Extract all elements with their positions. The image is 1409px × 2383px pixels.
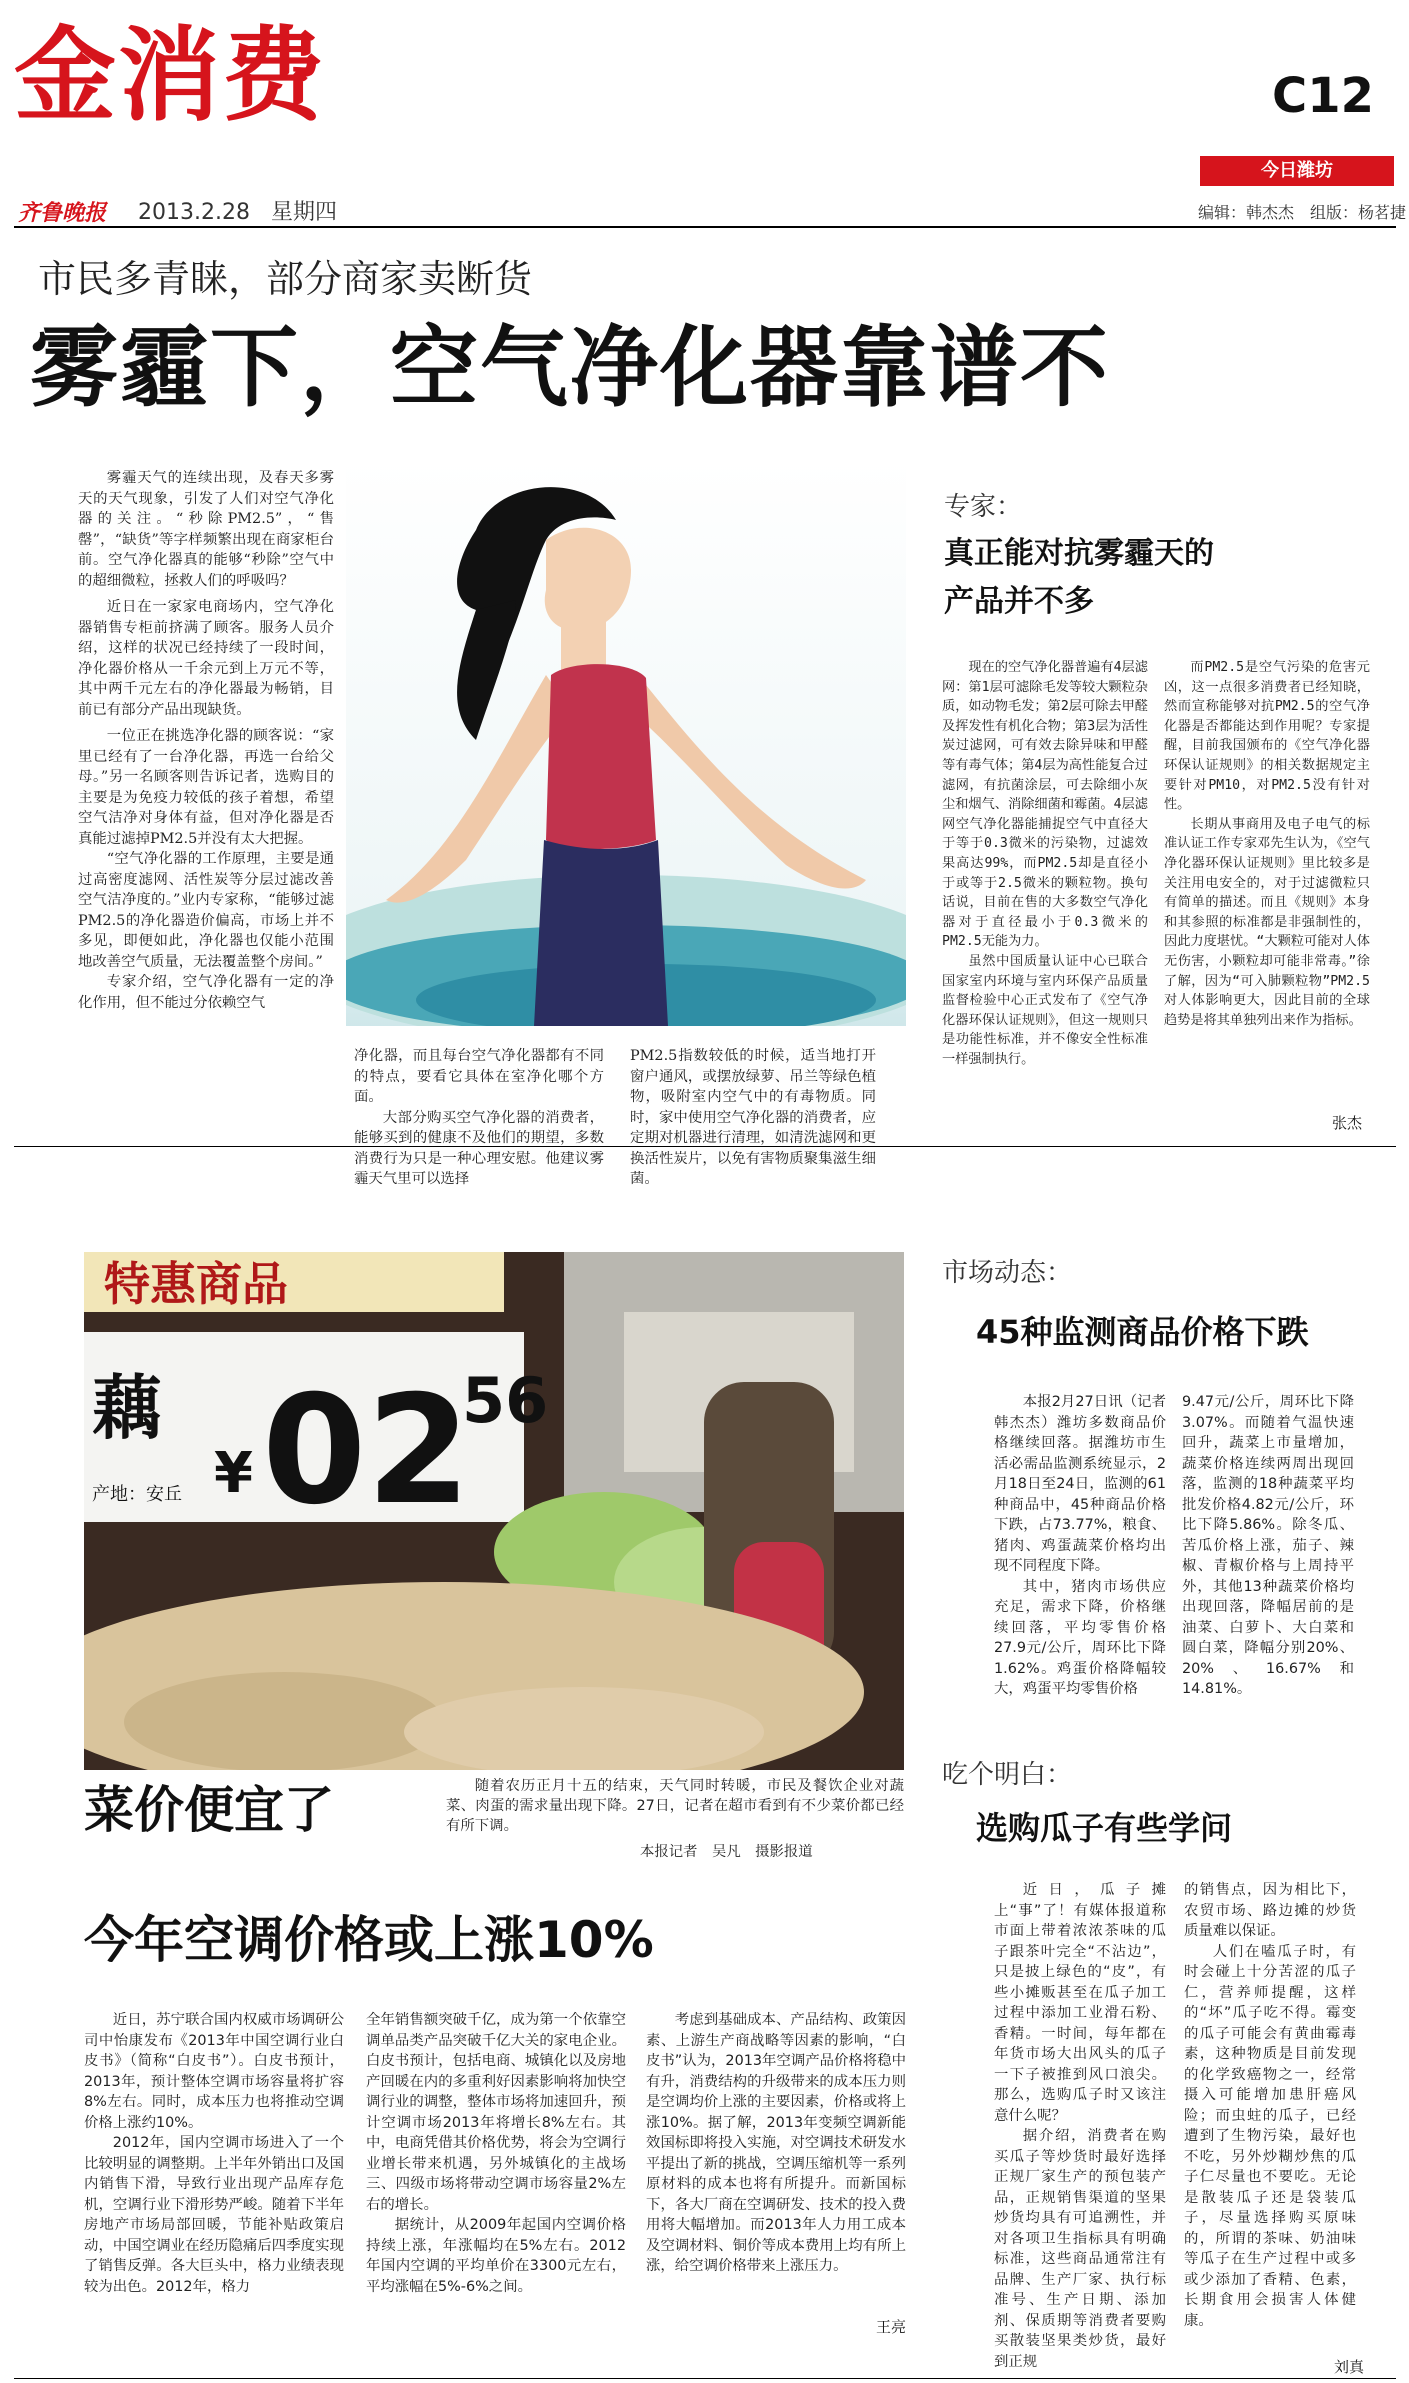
market-paragraph: 其中，猪肉市场供应充足，需求下降，价格继续回落，平均零售价格27.9元/公斤，周环比下降1.62%。鸡蛋价格降幅较大，鸡蛋平均零售价格 [994,1578,1166,1697]
seeds-paragraph: 的销售点，因为相比下，农贸市场、路边摊的炒货质量难以保证。 [1184,1882,1356,1939]
region-badge: 今日潍坊 [1200,156,1394,186]
expert-headline-line: 产品并不多 [944,584,1094,619]
section-title: 金消费 [14,17,326,136]
market-label: 市场动态： [942,1258,1073,1288]
lead-paragraph: 近日在一家家电商场内，空气净化器销售专柜前挤满了顾客。服务人员介绍，这样的状况已经持续了一段时间，净化器价格从一千余元到上万元不等，其中两千元左右的净化器最为畅销，目前已有部分产品出现缺货。 [78,599,334,718]
seeds-label: 吃个明白： [942,1760,1073,1790]
lead-paragraph: 大部分购买空气净化器的消费者，能够买到的健康不及他们的期望，多数消费行为只是一种心理安慰。他建议雾霾天气里可以选择 [354,1109,604,1187]
expert-column-2 [1164,658,1370,1030]
market-column-1 [994,1392,1166,1700]
expert-headline-line: 真正能对抗雾霾天的 [944,536,1214,571]
page-number: C12 [1272,68,1375,124]
aircon-headline: 今年空调价格或上涨10% [84,1911,654,1969]
photo-sign-text: 特惠商品 [104,1257,288,1311]
aircon-paragraph: 近日，苏宁联合国内权威市场调研公司中怡康发布《2013年中国空调行业白皮书》（简称“白皮书”）。白皮书预计，2013年，预计整体空调市场容量将扩容8%左右。同时，成本压力也将推动空调价格上涨约10%。 [84,2012,344,2131]
photo-credit: 本报记者 吴凡 摄影报道 [640,1844,813,1860]
aircon-column-2 [366,2010,626,2297]
market-headline: 45种监测商品价格下跌 [976,1313,1309,1351]
editors-credit: 编辑：韩杰杰 组版：杨茗捷 [1198,203,1407,222]
aircon-column-3 [646,2010,906,2277]
lead-paragraph: PM2.5指数较低的时候，适当地打开窗户通风，或摆放绿萝、吊兰等绿色植物，吸附室内空气中的有毒物质。同时，家中使用空气净化器的消费者，应定期对机器进行清理，如清洗滤网和更换活性炭片，以免有害物质聚集滋生细菌。 [630,1048,876,1187]
paper-logo: 齐鲁晚报 [18,200,107,226]
bottom-rule [14,2378,1396,2379]
photo-price-tag-name: 藕 [92,1367,162,1449]
seeds-byline: 刘真 [1334,2358,1365,2376]
seeds-paragraph: 据介绍，消费者在购买瓜子等炒货时最好选择正规厂家生产的预包装产品，正规销售渠道的坚果炒货均具有可追溯性，并对各项卫生指标具有明确标准，这些商品通常注有品牌、生产厂家、执行标准号、生产日期、添加剂、保质期等消费者要购买散装坚果类炒货，最好到正规 [994,2128,1166,2370]
market-column-2 [1182,1392,1354,1700]
photo-headline: 菜价便宜了 [84,1781,334,1839]
lead-paragraph: 专家介绍，空气净化器有一定的净化作用，但不能过分依赖空气 [78,974,334,1011]
issue-date [138,195,337,226]
seeds-paragraph: 近日，瓜子摊上“事”了！有媒体报道称市面上带着浓浓茶味的瓜子跟茶叶完全“不沾边”，只是披上绿色的“皮”，有些小摊贩甚至在瓜子加工过程中添加工业滑石粉、香精。一时间，每年都在年货市场大出风头的瓜子一下子被推到风口浪尖。那么，选购瓜子时又该注意什么呢？ [994,1882,1166,2124]
seeds-column-1 [994,1880,1166,2372]
photo-price-tag-origin: 产地：安丘 [92,1484,182,1505]
date-text: 2013.2.28 [138,200,250,225]
expert-paragraph: 而PM2.5是空气污染的危害元凶，这一点很多消费者已经知晓，然而宣称能够对抗PM2.5的空气净化器是否都能达到作用呢？专家提醒，目前我国颁布的《空气净化器环保认证规则》的相关数据规定主要针对PM10，对PM2.5没有针对性。 [1164,660,1370,813]
aircon-paragraph: 据统计，从2009年起国内空调价格持续上涨，年涨幅均在5%左右。2012年国内空调的平均单价在3300元左右，平均涨幅在5%-6%之间。 [366,2217,626,2295]
lead-headline: 雾霾下，空气净化器靠谱不 [30,316,1111,419]
lead-kicker: 市民多青睐，部分商家卖断货 [38,257,533,301]
expert-headline [944,530,1214,626]
expert-label: 专家： [944,492,1023,522]
seeds-headline: 选购瓜子有些学问 [976,1809,1233,1847]
weekday-text: 星期四 [270,200,337,225]
photo-price-cents: 56 [462,1364,549,1437]
market-photo [84,1252,904,1770]
aircon-column-1 [84,2010,344,2297]
lead-column-1 [78,468,334,1013]
masthead-rule [14,226,1396,228]
photo-caption: 随着农历正月十五的结束，天气同时转暖，市民及餐饮企业对蔬菜、肉蛋的需求量出现下降。27日，记者在超市看到有不少菜价都已经有所下调。 [446,1778,904,1834]
aircon-byline: 王亮 [876,2318,907,2336]
expert-byline: 张杰 [1332,1114,1363,1132]
lead-paragraph: 一位正在挑选净化器的顾客说：“家里已经有了一台净化器，再选一台给父母。”另一名顾客则告诉记者，选购目的主要是为免疫力较低的孩子着想，希望空气洁净对身体有益，但对净化器是否真能过滤掉PM2.5并没有太大把握。 [78,728,334,847]
aircon-paragraph: 考虑到基础成本、产品结构、政策因素、上游生产商战略等因素的影响，“白皮书”认为，2013年空调产品价格将稳中有升，消费结构的升级带来的成本压力则是空调均价上涨的主要因素，价格或将上涨10%。据了解，2013年变频空调新能效国标即将投入实施，对空调技术研发水平提出了新的挑战，空调压缩机等一系列原材料的成本也将有所提升。而新国标下，各大厂商在空调研发、技术的投入费用将大幅增加。而2013年人力用工成本及空调材料、铜价等成本费用上均有所上涨，给空调价格带来上涨压力。 [646,2012,906,2274]
photo-price-main: 02 [262,1364,471,1538]
photo-price-currency: ¥ [214,1441,253,1506]
lead-paragraph: 净化器，而且每台空气净化器都有不同的特点，要看它具体在室净化哪个方面。 [354,1048,604,1105]
section-rule [14,1146,1396,1147]
seeds-column-2 [1184,1880,1356,2331]
lead-illustration [346,460,906,1026]
expert-paragraph: 虽然中国质量认证中心已联合国家室内环境与室内环保产品质量监督检验中心正式发布了《空气净化器环保认证规则》，但这一规则只是功能性标准，并不像安全性标准一样强制执行。 [942,953,1148,1067]
expert-column-1 [942,658,1148,1069]
seeds-paragraph: 人们在嗑瓜子时，有时会碰上十分苦涩的瓜子仁，营养师提醒，这样的“坏”瓜子吃不得。霉变的瓜子可能会有黄曲霉毒素，这种物质是目前发现的化学致癌物之一，经常摄入可能增加患肝癌风险；而虫蛀的瓜子，已经遭到了生物污染，最好也不吃，另外炒糊炒焦的瓜子仁尽量也不要吃。无论是散装瓜子还是袋装瓜子，尽量选择购买原味的，所谓的茶味、奶油味等瓜子在生产过程中或多或少添加了香精、色素，长期食用会损害人体健康。 [1184,1943,1356,2329]
lead-paragraph: 雾霾天气的连续出现，及春天多雾天的天气现象，引发了人们对空气净化器的关注。“秒除PM2.5”，“售罄”，“缺货”等字样频繁出现在商家柜台前。空气净化器真的能够“秒除”空气中的超细微粒，拯救人们的呼吸吗？ [78,470,334,589]
aircon-paragraph: 2012年，国内空调市场进入了一个比较明显的调整期。上半年外销出口及国内销售下滑，导致行业出现产品库存危机，空调行业下滑形势严峻。随着下半年房地产市场局部回暖，节能补贴政策启动，中国空调业在经历隐痛后四季度实现了销售反弹。各大巨头中，格力业绩表现较为出色。2012年，格力 [84,2135,344,2295]
expert-paragraph: 现在的空气净化器普遍有4层滤网：第1层可滤除毛发等较大颗粒杂质，如动物毛发；第2层可除去甲醛及挥发性有机化合物；第3层为活性炭过滤网，可有效去除异味和甲醛等有毒气体；第4层为高性能复合过滤网，有抗菌涂层，可去除细小灰尘和烟气、消除细菌和霉菌。4层滤网空气净化器能捕捉空气中直径大于等于0.3微米的污染物，过滤效果高达99%，而PM2.5却是直径小于或等于2.5微米的颗粒物。换句话说，目前在售的大多数空气净化器对于直径最小于0.3微米的PM2.5无能为力。 [942,660,1148,950]
expert-paragraph: 长期从事商用及电子电气的标准认证工作专家邓先生认为，《空气净化器环保认证规则》里比较多是关注用电安全的，对于过滤微粒只有简单的描述。而且《规则》本身和其参照的标准都是非强制性的，因此力度堪忧。“大颗粒可能对人体无伤害，小颗粒却可能非常毒。”徐了解，因为“可入肺颗粒物”PM2.5对人体影响更大，因此目前的全球趋势是将其单独列出来作为指标。 [1164,816,1370,1028]
market-paragraph: 9.47元/公斤，周环比下降3.07%。而随着气温快速回升，蔬菜上市量增加，蔬菜价格连续两周出现回落，监测的18种蔬菜平均批发价格4.82元/公斤，环比下降5.86%。除冬瓜、苦瓜价格上涨，茄子、辣椒、青椒价格与上周持平外，其他13种蔬菜价格均出现回落，降幅居前的是油菜、白萝卜、大白菜和圆白菜，降幅分别20%、20%、16.67%和14.81%。 [1182,1394,1354,1697]
market-paragraph: 本报2月27日讯（记者韩杰杰）潍坊多数商品价格继续回落。据潍坊市生活必需品监测系统显示，2月18日至24日，监测的61种商品中，45种商品价格下跌，占73.77%，粮食、猪肉、鸡蛋蔬菜价格均出现不同程度下降。 [994,1394,1166,1574]
lead-column-2 [354,1046,604,1190]
lead-column-3 [630,1046,876,1190]
lead-paragraph: “空气净化器的工作原理，主要是通过高密度滤网、活性炭等分层过滤改善空气洁净度的。”业内专家称，“能够过滤PM2.5的净化器造价偏高，市场上并不多见，即便如此，净化器也仅能小范围地改善空气质量，无法覆盖整个房间。” [78,851,334,970]
aircon-paragraph: 全年销售额突破千亿，成为第一个依靠空调单品类产品突破千亿大关的家电企业。白皮书预计，包括电商、城镇化以及房地产回暖在内的多重利好因素影响将加快空调行业的调整，整体市场将加速回升，预计空调市场2013年将增长8%左右。其中，电商凭借其价格优势，将会为空调行业增长带来机遇，另外城镇化的主战场三、四级市场将带动空调市场容量2%左右的增长。 [366,2012,626,2213]
